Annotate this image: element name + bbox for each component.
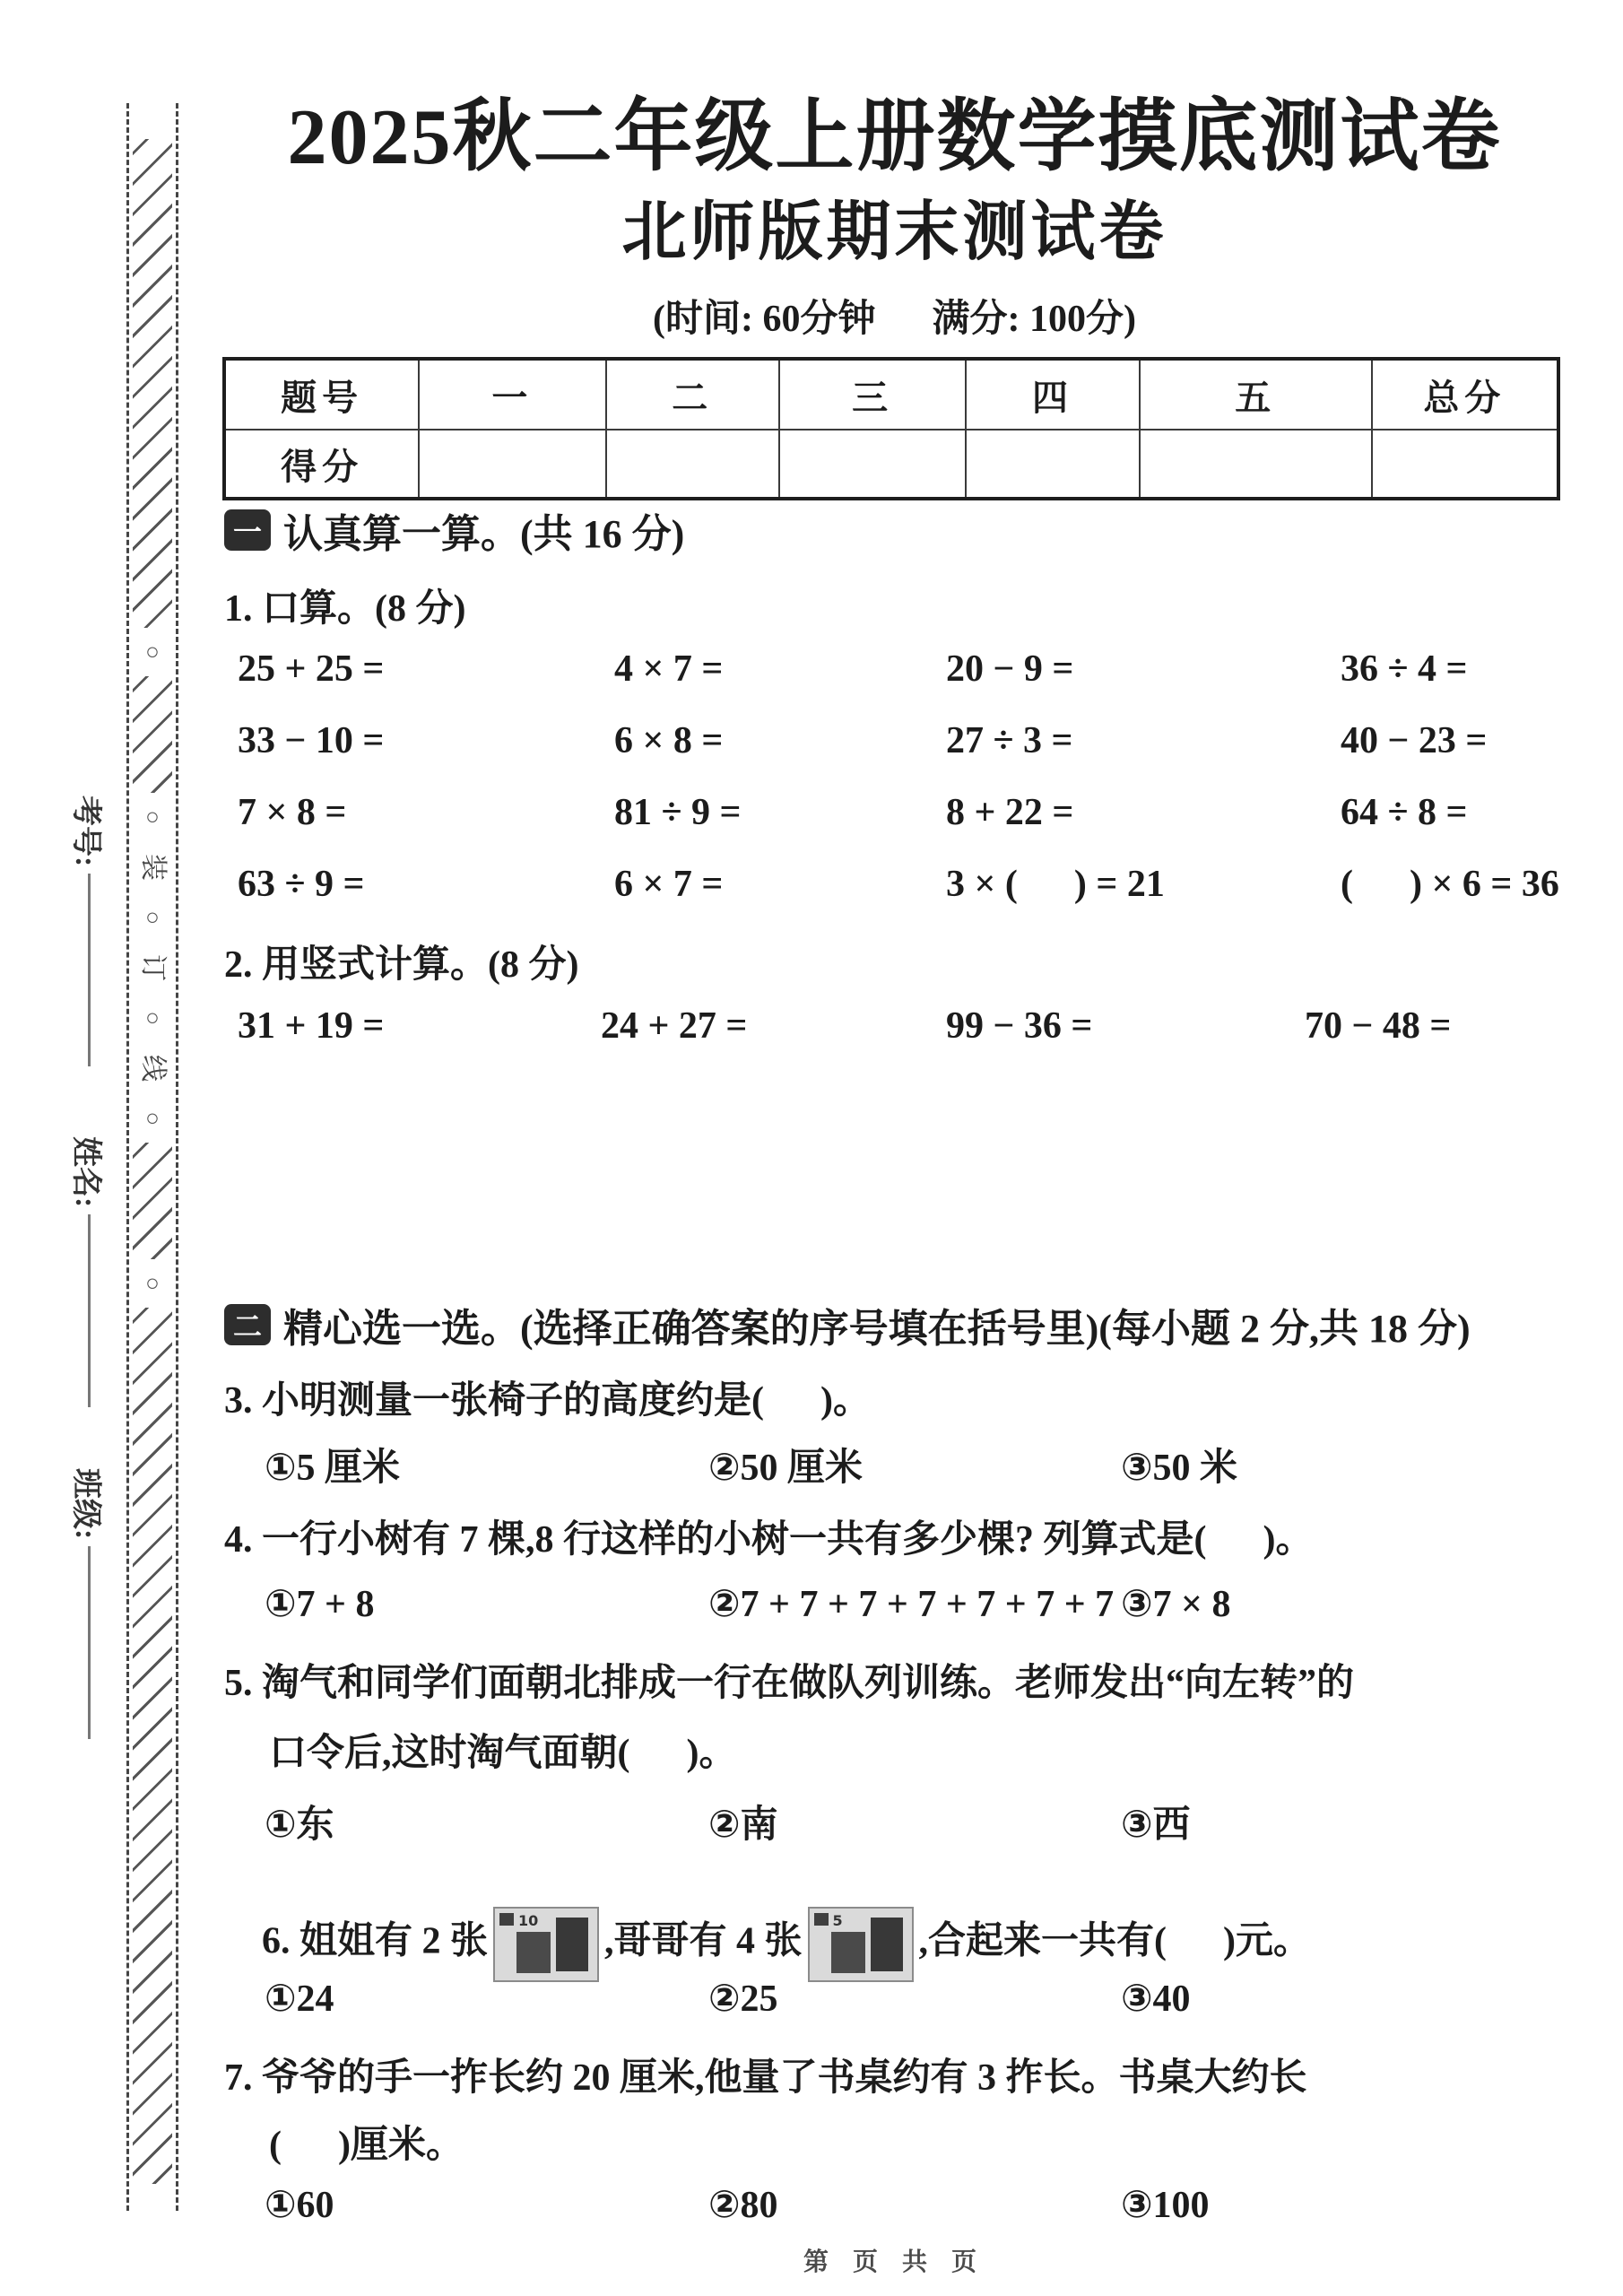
paper-subtitle: 北师版期末测试卷 <box>621 196 1167 268</box>
equation: 27 ÷ 3 = <box>946 720 1073 761</box>
section-2-heading <box>224 1299 1471 1351</box>
banknote-portrait <box>556 1918 588 1971</box>
option-3: ③40 <box>1121 1979 1191 2020</box>
equation: 40 − 23 = <box>1341 720 1488 761</box>
option-2: ②50 厘米 <box>708 1448 864 1489</box>
equation: 6 × 8 = <box>614 720 724 761</box>
score-row-label: 得分 <box>224 430 419 499</box>
seal-circle: ○ <box>145 1270 160 1296</box>
score-header-part3: 三 <box>779 359 966 430</box>
option-2: ②80 <box>708 2185 778 2226</box>
score-table-header-row <box>224 359 1558 430</box>
equation: 6 × 7 = <box>614 864 724 905</box>
score-cell <box>1372 430 1558 499</box>
equation: 64 ÷ 8 = <box>1341 792 1468 833</box>
question-7-options <box>224 2182 1587 2227</box>
equation: 31 + 19 = <box>238 1005 385 1047</box>
seal-circle: ○ <box>145 804 160 830</box>
question-3-options <box>224 1438 1587 1492</box>
option-2: ②25 <box>708 1979 778 2020</box>
equation: 81 ÷ 9 = <box>614 792 742 833</box>
question-7-text-line1: 7. 爷爷的手一拃长约 20 厘米,他量了书桌约有 3 拃长。书桌大约长 <box>224 2057 1307 2099</box>
equation: 8 + 22 = <box>946 792 1074 833</box>
time-score-info: (时间: 60分钟 满分: 100分) <box>653 299 1136 340</box>
section-1-heading <box>224 504 684 556</box>
score-header-total: 总分 <box>1372 359 1558 430</box>
option-3: ③50 米 <box>1121 1448 1238 1489</box>
question-4-options <box>224 1581 1587 1626</box>
class-label: 班级: <box>69 1468 103 1540</box>
equation: 36 ÷ 4 = <box>1341 648 1468 690</box>
seal-char-ding: 订 <box>138 954 168 981</box>
score-header-part1: 一 <box>419 359 605 430</box>
question-5-text-line2: 口令后,这时淘气面朝( )。 <box>269 1733 737 1774</box>
section-1-badge-icon: 一 <box>224 509 271 551</box>
banknote-emblem <box>516 1932 551 1973</box>
question-7-text-line2: ( )厘米。 <box>269 2125 464 2166</box>
exam-number-blank-line <box>89 874 91 1066</box>
seal-binding-strip <box>126 103 178 2211</box>
banknote-denomination: 5 <box>832 1912 843 1929</box>
score-cell <box>1140 430 1372 499</box>
banknote-emblem <box>831 1932 865 1973</box>
section-2-points-note: (选择正确答案的序号填在括号里)(每小题 2 分,共 18 分) <box>520 1307 1471 1351</box>
banknote-10-yuan-image <box>493 1907 599 1982</box>
question-6-text-mid: ,哥哥有 4 张 <box>604 1920 803 1962</box>
option-3: ③西 <box>1121 1805 1191 1846</box>
exam-number-label: 考号: <box>69 796 103 867</box>
seal-char-zhuang: 装 <box>138 854 168 881</box>
equation: 20 − 9 = <box>946 648 1074 690</box>
score-header-part2: 二 <box>606 359 779 430</box>
seal-hash-marks <box>133 1143 172 1259</box>
seal-hash-marks-top <box>133 139 172 628</box>
student-field-name <box>70 1136 109 1450</box>
oral-calculation-grid <box>224 648 1587 935</box>
option-3: ③7 × 8 <box>1121 1584 1231 1625</box>
seal-circle: ○ <box>145 639 160 665</box>
seal-circle: ○ <box>145 1004 160 1031</box>
seal-hash-marks-bottom <box>133 1308 172 2184</box>
question-6-text-before: 6. 姐姐有 2 张 <box>262 1920 489 1962</box>
question-6-options <box>224 1976 1587 2021</box>
score-cell <box>419 430 605 499</box>
question-3-text: 3. 小明测量一张椅子的高度约是( )。 <box>224 1380 871 1422</box>
equation: 24 + 27 = <box>601 1005 748 1047</box>
equation: 25 + 25 = <box>238 648 385 690</box>
seal-circle: ○ <box>145 1105 160 1131</box>
paper-title: 2025秋二年级上册数学摸底测试卷 <box>287 94 1502 181</box>
score-table <box>222 357 1560 500</box>
equation: ( ) × 6 = 36 <box>1341 864 1559 905</box>
student-field-exam-number <box>70 796 109 1109</box>
score-cell <box>779 430 966 499</box>
banknote-corner-mark <box>814 1913 829 1926</box>
equation: 33 − 10 = <box>238 720 385 761</box>
name-blank-line <box>89 1214 91 1407</box>
equation: 70 − 48 = <box>1305 1005 1452 1047</box>
seal-char-xian: 线 <box>138 1055 168 1082</box>
section-1-title: 认真算一算。 <box>283 512 520 556</box>
option-1: ①5 厘米 <box>265 1448 401 1489</box>
score-cell <box>606 430 779 499</box>
option-2: ②南 <box>708 1805 778 1846</box>
equation: 7 × 8 = <box>238 792 347 833</box>
equation: 99 − 36 = <box>946 1005 1093 1047</box>
score-cell <box>966 430 1139 499</box>
page-number-footer: 第 页 共 页 <box>803 2248 985 2276</box>
option-1: ①7 + 8 <box>265 1584 375 1625</box>
banknote-denomination: 10 <box>518 1912 539 1929</box>
class-blank-line <box>89 1546 91 1739</box>
equation: 63 ÷ 9 = <box>238 864 365 905</box>
section-1-points-note: (共 16 分) <box>520 512 685 556</box>
score-header-timu: 题号 <box>224 359 419 430</box>
banknote-corner-mark <box>499 1913 514 1926</box>
question-1-label: 1. 口算。(8 分) <box>224 588 466 630</box>
question-5-options <box>224 1795 1587 1848</box>
score-header-part5: 五 <box>1140 359 1372 430</box>
question-5-text-line1: 5. 淘气和同学们面朝北排成一行在做队列训练。老师发出“向左转”的 <box>224 1663 1355 1704</box>
seal-circle: ○ <box>145 904 160 930</box>
student-field-class <box>70 1468 109 1782</box>
banknote-portrait <box>871 1918 903 1971</box>
name-label: 姓名: <box>69 1136 103 1208</box>
option-1: ①东 <box>265 1805 334 1846</box>
section-2-badge-icon: 二 <box>224 1304 271 1345</box>
section-2-title: 精心选一选。 <box>283 1307 520 1351</box>
option-1: ①24 <box>265 1979 334 2020</box>
option-1: ①60 <box>265 2185 334 2226</box>
question-4-text: 4. 一行小树有 7 棵,8 行这样的小树一共有多少棵? 列算式是( )。 <box>224 1519 1314 1561</box>
option-2: ②7 + 7 + 7 + 7 + 7 + 7 + 7 <box>708 1584 1115 1625</box>
question-6-text-after: ,合起来一共有( )元。 <box>918 1920 1312 1962</box>
equation: 4 × 7 = <box>614 648 724 690</box>
score-table-score-row <box>224 430 1558 499</box>
equation: 3 × ( ) = 21 <box>946 864 1165 905</box>
question-2-label: 2. 用竖式计算。(8 分) <box>224 944 579 986</box>
column-calculation-row <box>224 1004 1587 1058</box>
banknote-5-yuan-image <box>808 1907 914 1982</box>
option-3: ③100 <box>1121 2185 1210 2226</box>
seal-hash-marks <box>133 676 172 793</box>
score-header-part4: 四 <box>966 359 1139 430</box>
